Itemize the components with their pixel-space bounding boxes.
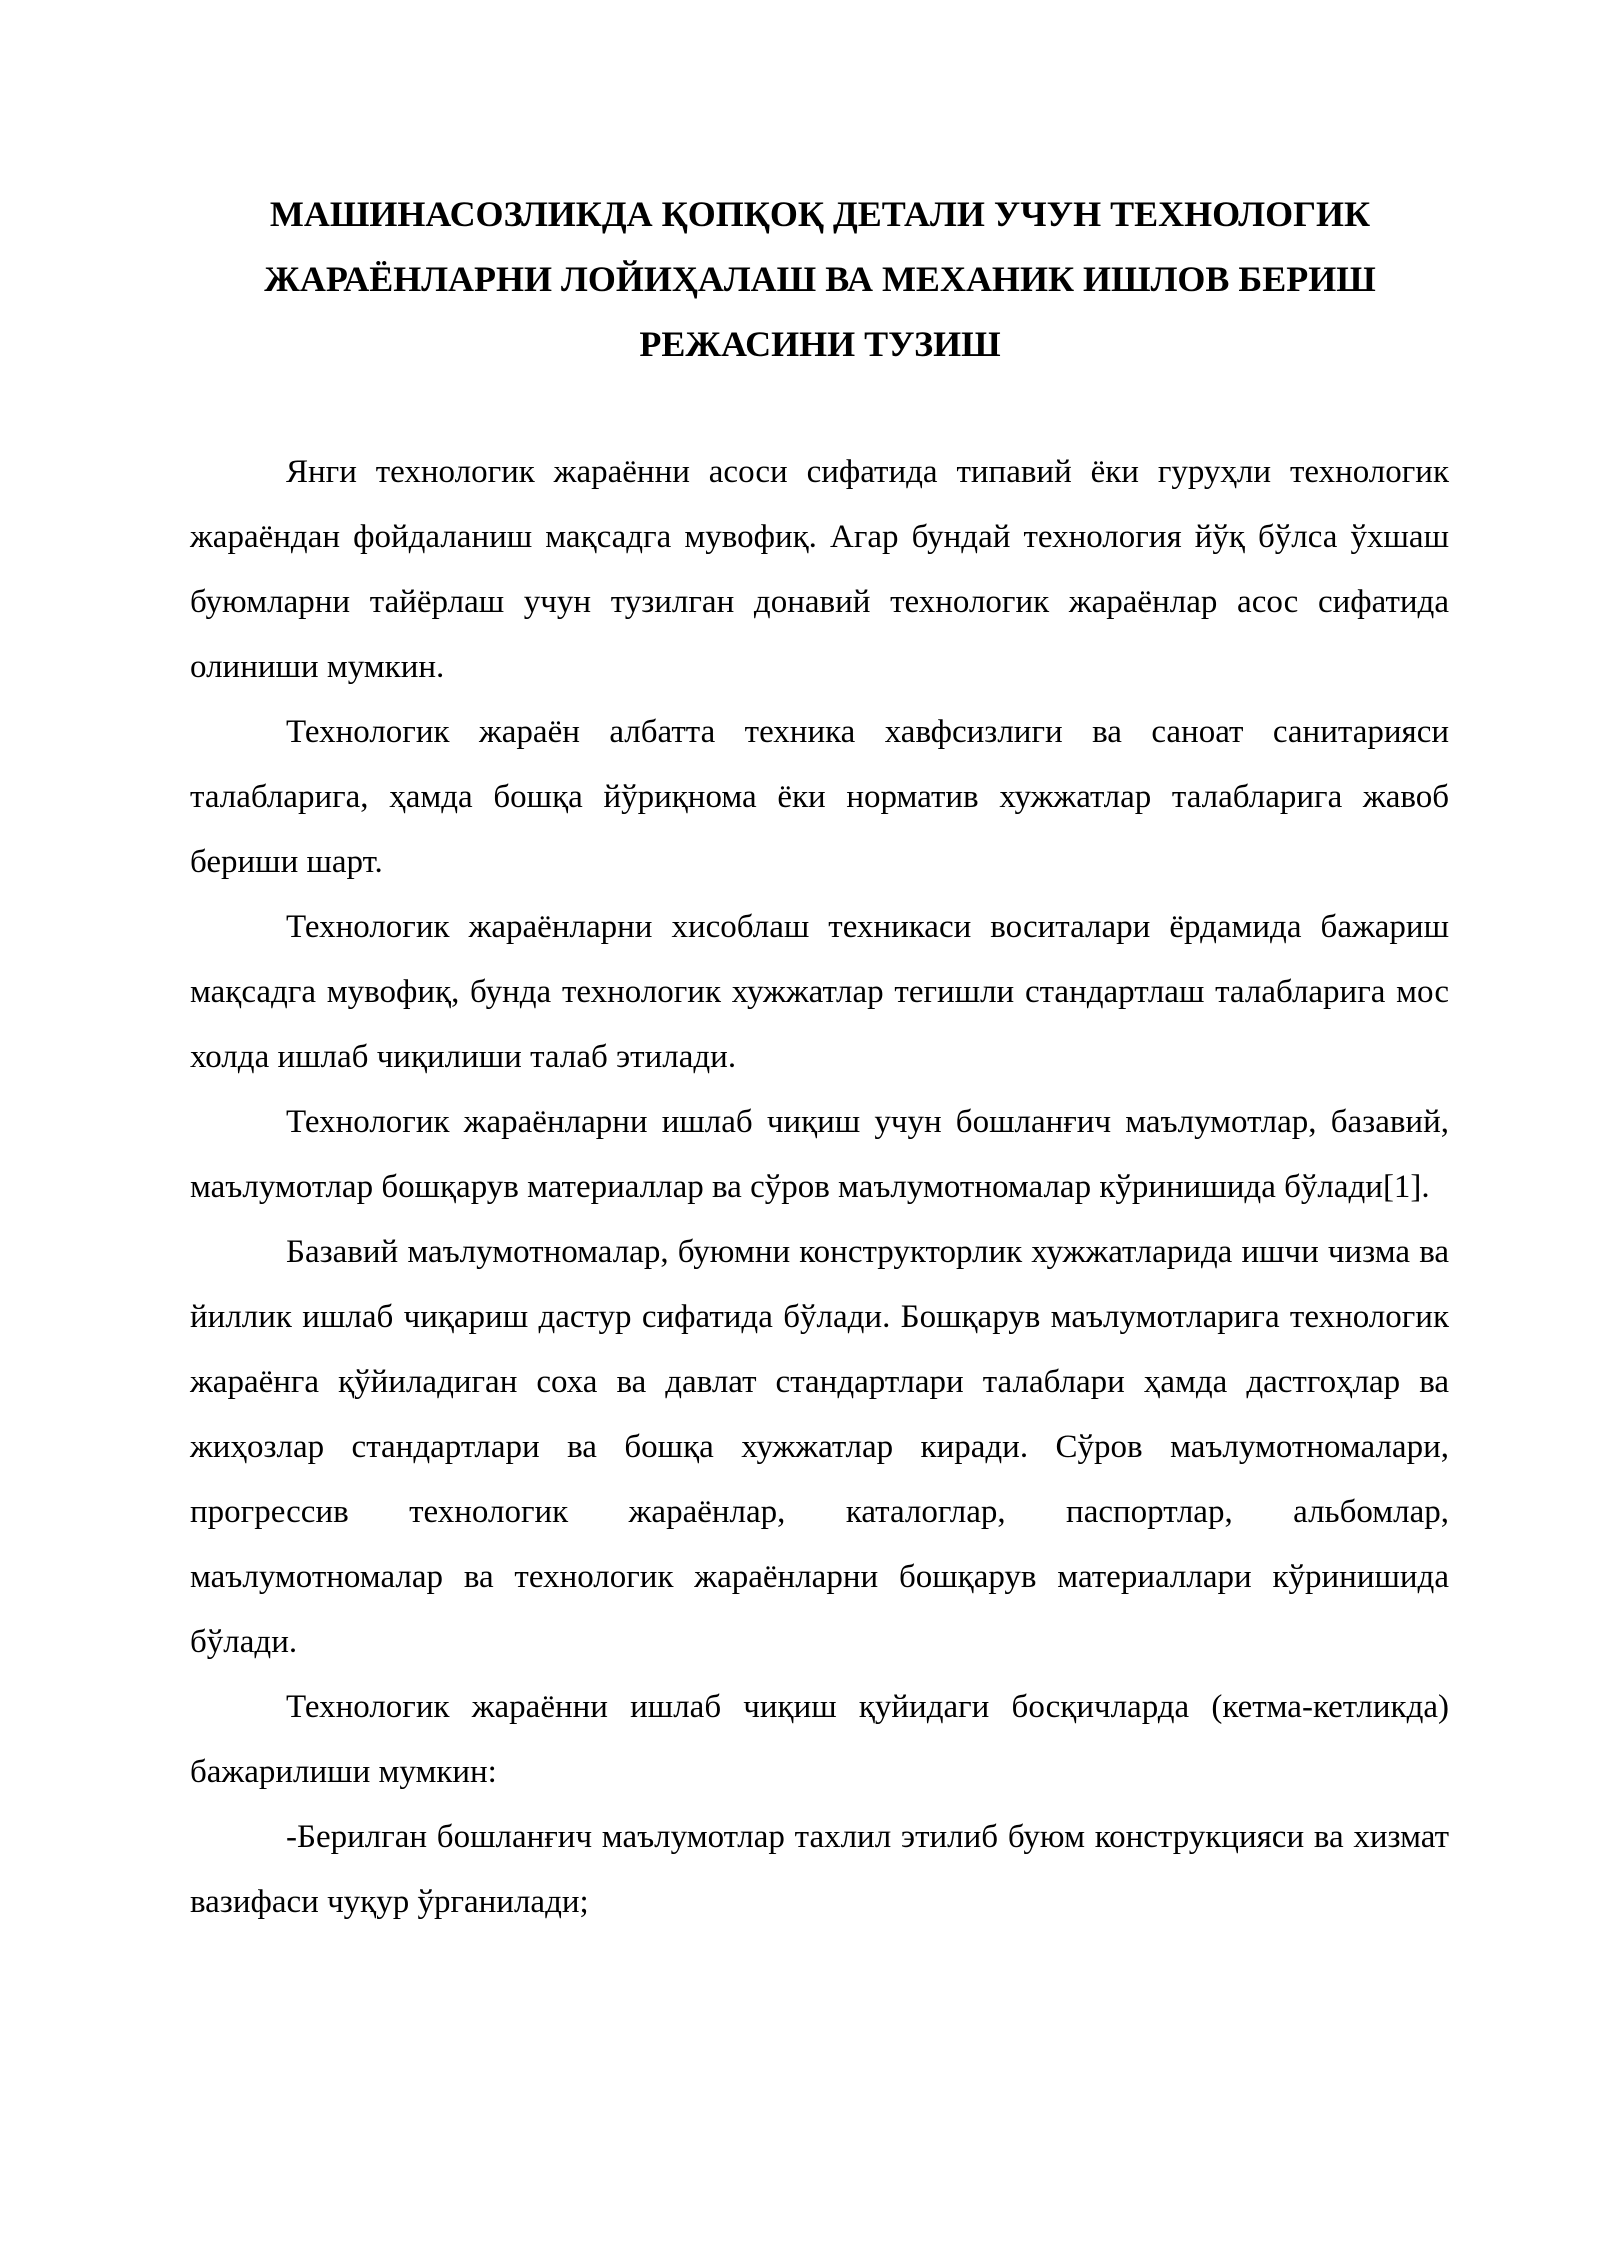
- title-line-1: МАШИНАСОЗЛИКДА ҚОПҚОҚ ДЕТАЛИ УЧУН ТЕХНОЛОГИК: [269, 194, 1371, 234]
- paragraph-1: Янги технологик жараённи асоси сифатида типавий ёки гуруҳли технологик жараёндан фойдаланиш мақсадга мувофиқ. Агар бундай технология йўқ бўлса ўхшаш буюмларни тайёрлаш учун тузилган донавий технологик жараёнлар асос сифатида олиниши мумкин.: [190, 454, 1449, 685]
- paragraph-2: Технологик жараён албатта техника хавфсизлиги ва саноат санитарияси талабларига, ҳамда бошқа йўриқнома ёки норматив хужжатлар талабларига жавоб бериши шарт.: [190, 714, 1449, 880]
- paragraph-3: Технологик жараёнларни хисоблаш техникаси воситалари ёрдамида бажариш мақсадга мувофиқ, бунда технологик хужжатлар тегишли стандартлаш талабларига мос холда ишлаб чиқилиши талаб этилади.: [190, 909, 1449, 1075]
- paragraph-5: Базавий маълумотномалар, буюмни конструкторлик хужжатларида ишчи чизма ва йиллик ишлаб чиқариш дастур сифатида бўлади. Бошқарув маълумотларига технологик жараёнга қўйиладиган соха ва давлат стандартлари талаблари ҳамда дастгоҳлар ва жиҳозлар стандартлари ва бошқа хужжатлар киради. Сўров маълумотномалари, прогрессив технологик жараёнлар, каталоглар, паспортлар, альбомлар, маълумотномалар ва технологик жараёнларни бошқарув материаллари кўринишида бўлади.: [190, 1234, 1449, 1660]
- title-line-3: РЕЖАСИНИ ТУЗИШ: [639, 324, 1001, 364]
- paragraph-4: Технологик жараёнларни ишлаб чиқиш учун бошланғич маълумотлар, базавий, маълумотлар бошқарув материаллар ва сўров маълумотномалар кўринишида бўлади[1].: [190, 1104, 1449, 1205]
- document-body: [190, 440, 1449, 1935]
- document-title: [190, 182, 1450, 377]
- paragraph-7: -Берилган бошланғич маълумотлар тахлил этилиб буюм конструкцияси ва хизмат вазифаси чуқур ўрганилади;: [190, 1819, 1449, 1920]
- paragraph-6: Технологик жараённи ишлаб чиқиш қуйидаги босқичларда (кетма-кетликда) бажарилиши мумкин:: [190, 1689, 1449, 1790]
- title-line-2: ЖАРАЁНЛАРНИ ЛОЙИҲАЛАШ ВА МЕХАНИК ИШЛОВ БЕРИШ: [264, 259, 1376, 299]
